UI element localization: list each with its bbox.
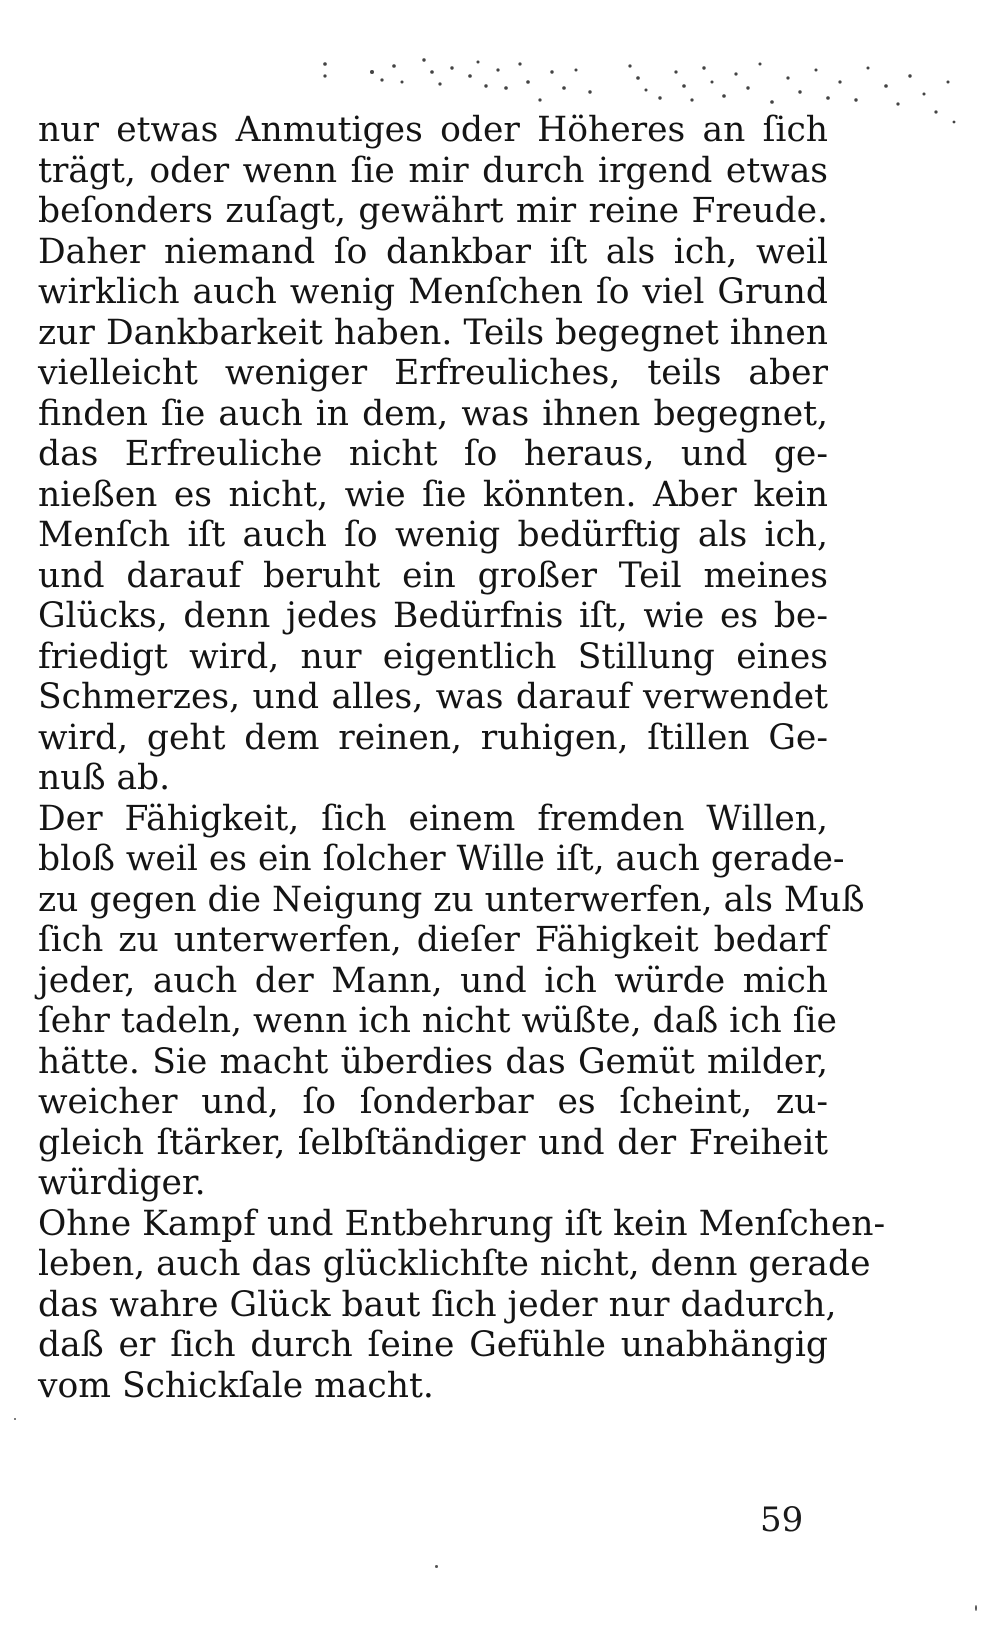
text-line: friedigt wird, nur eigentlich Stillung eines: [38, 636, 828, 677]
text-line: weicher und, ſo ſonderbar es ſcheint, zu-: [38, 1082, 828, 1122]
text-line: das wahre Glück baut ſich jeder nur dadurch,: [38, 1284, 837, 1325]
text-line: daß er ſich durch ſeine Gefühle unabhängig: [38, 1325, 828, 1365]
text-line: wirklich auch wenig Menſchen ſo viel Grund: [38, 272, 828, 312]
text-line: hätte. Sie macht überdies das Gemüt milder,: [38, 1041, 828, 1082]
text-line: finden ſie auch in dem, was ihnen begegnet,: [38, 393, 828, 434]
text-line: jeder, auch der Mann, und ich würde mich: [38, 960, 828, 1001]
text-line: Ohne Kampf und Entbehrung iſt kein Menſchen-: [38, 1203, 886, 1244]
text-line: gleich ſtärker, ſelbſtändiger und der Freiheit: [38, 1122, 828, 1163]
text-line: das Erfreuliche nicht ſo heraus, und ge-: [38, 434, 828, 474]
text-line: bloß weil es ein ſolcher Wille iſt, auch gerade-: [38, 839, 845, 879]
text-line: nießen es nicht, wie ſie könnten. Aber kein: [38, 474, 828, 515]
text-line: nur etwas Anmutiges oder Höheres an ſich: [38, 110, 828, 150]
text-line: vielleicht weniger Erfreuliches, teils aber: [38, 353, 828, 393]
paper-speck: [14, 1418, 16, 1420]
text-line: ſich zu unterwerfen, dieſer Fähigkeit bedarf: [38, 920, 828, 960]
text-line: Glücks, denn jedes Bedürfnis iſt, wie es be-: [38, 596, 828, 636]
text-line: beſonders zuſagt, gewährt mir reine Freude.: [38, 191, 828, 231]
text-line: Der Fähigkeit, ſich einem fremden Willen,: [38, 798, 828, 839]
page-number: 59: [760, 1500, 804, 1540]
text-line: Daher niemand ſo dankbar iſt als ich, weil: [38, 231, 828, 272]
paper-speck: [975, 1605, 977, 1611]
text-line: ſehr tadeln, wenn ich nicht wüßte, daß ich ſie: [38, 1001, 837, 1041]
paragraph-end-line: nuß ab.: [38, 758, 171, 798]
text-line: Schmerzes, und alles, was darauf verwendet: [38, 677, 828, 717]
text-line: zur Dankbarkeit haben. Teils begegnet ihnen: [38, 312, 828, 353]
paragraph-end-line: würdiger.: [38, 1163, 206, 1203]
text-line: trägt, oder wenn ſie mir durch irgend etwas: [38, 150, 828, 191]
text-line: leben, auch das glücklichſte nicht, denn gerade: [38, 1244, 871, 1284]
body-text: [38, 110, 886, 1406]
text-line: wird, geht dem reinen, ruhigen, ſtillen Ge-: [38, 717, 828, 758]
paper-speck: [435, 1565, 438, 1568]
text-line: Menſch iſt auch ſo wenig bedürftig als ich,: [38, 515, 828, 555]
paragraph-end-line: vom Schickſale macht.: [38, 1365, 434, 1406]
text-line: zu gegen die Neigung zu unterwerfen, als Muß: [38, 879, 865, 920]
text-line: und darauf beruht ein großer Teil meines: [38, 555, 828, 596]
